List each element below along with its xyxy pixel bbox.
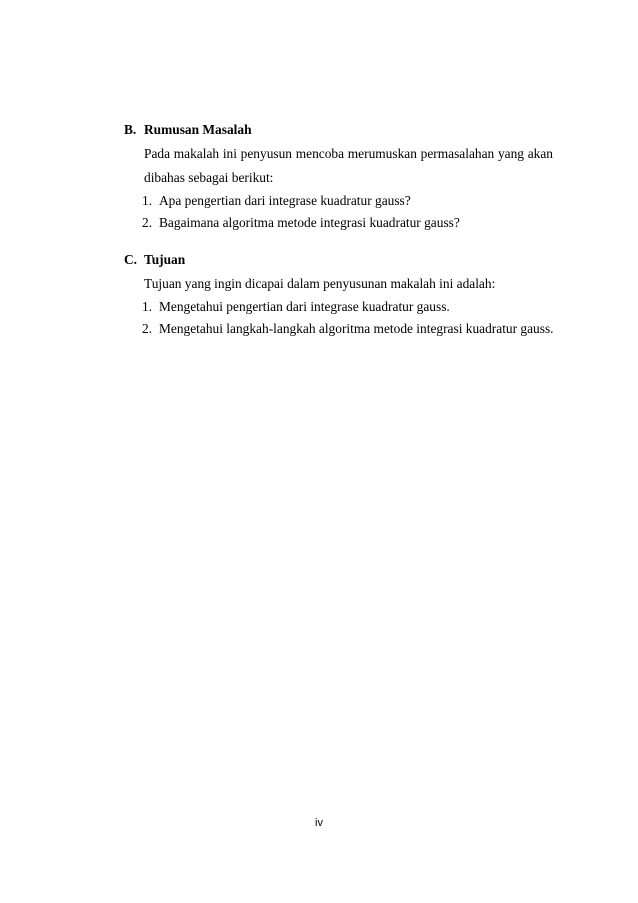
section-letter: B.: [124, 122, 137, 137]
list-item-number: 1.: [142, 193, 153, 208]
list-item: [124, 212, 564, 234]
section-title: Tujuan: [144, 252, 186, 267]
section-heading: [124, 121, 564, 139]
list-item-number: 2.: [142, 321, 153, 336]
section-heading: [124, 251, 564, 269]
section-rumusan-masalah: [124, 121, 564, 234]
list-item-text: Mengetahui pengertian dari integrase kuadratur gauss.: [159, 299, 450, 314]
section-paragraph: Tujuan yang ingin dicapai dalam penyusunan makalah ini adalah:: [144, 276, 496, 291]
list-item-number: 1.: [142, 299, 153, 314]
list-item-text: Mengetahui langkah-langkah algoritma metode integrasi kuadratur gauss.: [159, 321, 554, 336]
list-item: [124, 190, 564, 212]
list-item: [124, 318, 564, 340]
section-tujuan: [124, 251, 564, 340]
section-letter: C.: [124, 252, 138, 267]
section-title: Rumusan Masalah: [144, 122, 252, 137]
list-item-text: Apa pengertian dari integrase kuadratur gauss?: [159, 193, 411, 208]
section-paragraph: Pada makalah ini penyusun mencoba merumuskan permasalahan yang akan dibahas sebagai berikut:: [144, 146, 553, 185]
list-item: [124, 296, 564, 318]
numbered-list: [124, 190, 564, 234]
numbered-list: [124, 296, 564, 340]
page-number: iv: [315, 817, 323, 829]
list-item-text: Bagaimana algoritma metode integrasi kuadratur gauss?: [159, 215, 460, 230]
list-item-number: 2.: [142, 215, 153, 230]
